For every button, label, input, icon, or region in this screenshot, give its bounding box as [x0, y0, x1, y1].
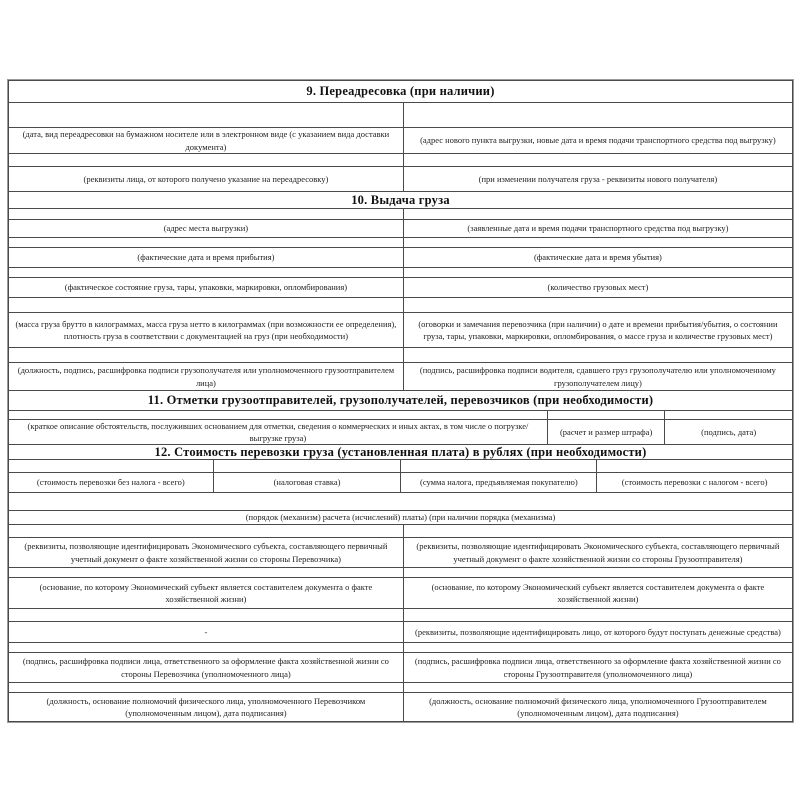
field-label: (основание, по которому Экономический субъект является составителем документа о факте хозяйственной жизни)	[39, 581, 373, 604]
field-label: (подпись, расшифровка подписи лица, ответственного за оформление факта хозяйственной жизни со стороны Грузоотправителя (уполномоченного лица)	[403, 653, 792, 682]
field-carrier-remarks[interactable]	[403, 298, 792, 312]
field-cargo-mass[interactable]	[9, 298, 403, 312]
field-label: (количество грузовых мест)	[403, 278, 792, 297]
field-carrier-authorized-position[interactable]	[9, 683, 403, 692]
section-10-row	[9, 191, 792, 208]
section-12-title: 12. Стоимость перевозки груза (установленная плата) в рублях (при необходимости)	[154, 445, 647, 459]
field-cost-with-tax[interactable]	[596, 460, 792, 472]
field-label: (реквизиты, позволяющие идентифицировать лицо, от которого будут поступать денежные средства)	[403, 622, 792, 642]
label-row	[9, 621, 792, 642]
field-label: (стоимость перевозки без налога - всего)	[36, 477, 185, 488]
label-row	[9, 219, 792, 237]
field-actual-arrival[interactable]	[9, 238, 403, 247]
field-unload-address[interactable]	[9, 209, 403, 219]
field-label: (стоимость перевозки с налогом - всего)	[596, 473, 792, 492]
label-row	[9, 166, 792, 191]
field-carrier-responsible-signature[interactable]	[9, 643, 403, 652]
field-new-consignee[interactable]	[403, 154, 792, 166]
field-label: (подпись, дата)	[664, 420, 792, 444]
write-row	[9, 410, 792, 419]
write-row	[9, 297, 792, 312]
field-label: (фактические дата и время убытия)	[403, 248, 792, 267]
write-row	[9, 608, 792, 621]
field-cargo-condition[interactable]	[9, 268, 403, 277]
field-dash[interactable]	[9, 609, 403, 621]
label-row	[9, 577, 792, 608]
field-label: (адрес нового пункта выгрузки, новые дата и время подачи транспортного средства под выгрузку)	[403, 128, 792, 153]
label-row	[9, 510, 792, 524]
field-label: (должность, подпись, расшифровка подписи грузополучателя или уполномоченного грузоотправителем лица)	[17, 365, 395, 388]
section-9-row	[9, 81, 792, 102]
field-label: (подпись, расшифровка подписи водителя, сдавшего груз грузополучателю или уполномоченному грузополучателем лицу)	[403, 363, 792, 390]
field-tax-amount[interactable]	[400, 460, 596, 472]
write-row	[9, 567, 792, 577]
field-redirect-instructor[interactable]	[9, 154, 403, 166]
field-label: -	[204, 626, 208, 637]
write-row	[9, 524, 792, 537]
write-row	[9, 682, 792, 692]
field-payer-details[interactable]	[403, 609, 792, 621]
field-label: (порядок (механизм) расчета (исчислений) платы) (при наличии порядка (механизма)	[245, 512, 556, 523]
section-12-row	[9, 444, 792, 459]
field-actual-departure[interactable]	[403, 238, 792, 247]
field-label: (реквизиты лица, от которого получено указание на переадресовку)	[83, 173, 329, 184]
write-row	[9, 347, 792, 362]
field-declared-unload-datetime[interactable]	[403, 209, 792, 219]
label-row	[9, 127, 792, 153]
field-label: (налоговая ставка)	[213, 473, 401, 492]
label-row	[9, 419, 792, 444]
field-payment-mechanism[interactable]	[9, 493, 792, 510]
label-row	[9, 277, 792, 297]
field-label: (фактические дата и время прибытия)	[137, 252, 275, 263]
label-row	[9, 537, 792, 567]
write-row	[9, 642, 792, 652]
field-signature-date[interactable]	[664, 411, 792, 419]
write-row	[9, 492, 792, 510]
field-shipper-basis[interactable]	[403, 568, 792, 577]
field-carrier-basis[interactable]	[9, 568, 403, 577]
field-new-unload-address[interactable]	[403, 103, 792, 127]
field-label: (краткое описание обстоятельств, послуживших основанием для отметки, сведения о коммерческих и иных актах, в том числе о погрузке/выгрузке груза)	[27, 420, 529, 443]
field-carrier-entity[interactable]	[9, 525, 403, 537]
field-label: (дата, вид переадресовки на бумажном носителе или в электронном виде (с указанием вида доставки документа)	[22, 129, 390, 152]
label-row	[9, 362, 792, 390]
section-9-title: 9. Переадресовка (при наличии)	[306, 84, 495, 98]
field-label: (адрес места выгрузки)	[163, 223, 249, 234]
field-label: (заявленные дата и время подачи транспортного средства под выгрузку)	[403, 220, 792, 237]
section-10-title: 10. Выдача груза	[351, 192, 450, 207]
field-shipper-responsible-signature[interactable]	[403, 643, 792, 652]
field-penalty[interactable]	[547, 411, 664, 419]
label-row	[9, 652, 792, 682]
field-label: (масса груза брутто в килограммах, масса груза нетто в килограммах (при возможности ее определения), плотность груза в соответствии с документацией на груз (при необходимости)	[15, 318, 397, 341]
waybill-form-table	[8, 80, 793, 722]
field-driver-signature[interactable]	[403, 348, 792, 362]
write-row	[9, 459, 792, 472]
field-consignee-signature[interactable]	[9, 348, 403, 362]
field-tax-rate[interactable]	[213, 460, 401, 472]
field-shipper-entity[interactable]	[403, 525, 792, 537]
field-shipper-authorized-position[interactable]	[403, 683, 792, 692]
write-row	[9, 237, 792, 247]
write-row	[9, 153, 792, 166]
label-row	[9, 472, 792, 492]
field-redirect-date-type[interactable]	[9, 103, 403, 127]
write-row	[9, 267, 792, 277]
label-row	[9, 247, 792, 267]
field-label: (реквизиты, позволяющие идентифицировать Экономического субъекта, составляющего первичный учетный документ о факте хозяйственной жизни со стороны Перевозчика)	[24, 541, 388, 564]
field-label: (расчет и размер штрафа)	[547, 420, 664, 444]
field-cost-without-tax[interactable]	[9, 460, 213, 472]
field-label: (оговорки и замечания перевозчика (при наличии) о дате и времени прибытия/убытия, о состоянии груза, тары, упаковки, маркировки, опломбирования, о массе груза и количестве грузовых мест)	[403, 313, 792, 347]
field-notes-description[interactable]	[9, 411, 547, 419]
write-row	[9, 102, 792, 127]
label-row	[9, 312, 792, 347]
field-label: (должность, основание полномочий физического лица, уполномоченного Грузоотправителем (уполномоченным лицом), дата подписания)	[403, 693, 792, 721]
field-cargo-places-count[interactable]	[403, 268, 792, 277]
section-11-title: 11. Отметки грузоотправителей, грузополучателей, перевозчиков (при необходимости)	[147, 393, 654, 407]
field-label: (фактическое состояние груза, тары, упаковки, маркировки, опломбирования)	[64, 282, 348, 293]
field-label: (должность, основание полномочий физического лица, уполномоченного Перевозчиком (уполномоченным лицом), дата подписания)	[46, 695, 366, 718]
write-row	[9, 208, 792, 219]
label-row	[9, 692, 792, 721]
field-label: (при изменении получателя груза - реквизиты нового получателя)	[403, 167, 792, 191]
field-label: (подпись, расшифровка подписи лица, ответственного за оформление факта хозяйственной жизни со стороны Перевозчика (уполномоченного лица)	[22, 656, 389, 679]
field-label: (сумма налога, предъявляемая покупателю)	[400, 473, 596, 492]
field-label: (основание, по которому Экономический субъект является составителем документа о факте хозяйственной жизни)	[403, 578, 792, 608]
field-label: (реквизиты, позволяющие идентифицировать Экономического субъекта, составляющего первичный учетный документ о факте хозяйственной жизни со стороны Грузоотправителя)	[403, 538, 792, 567]
section-11-row	[9, 390, 792, 410]
